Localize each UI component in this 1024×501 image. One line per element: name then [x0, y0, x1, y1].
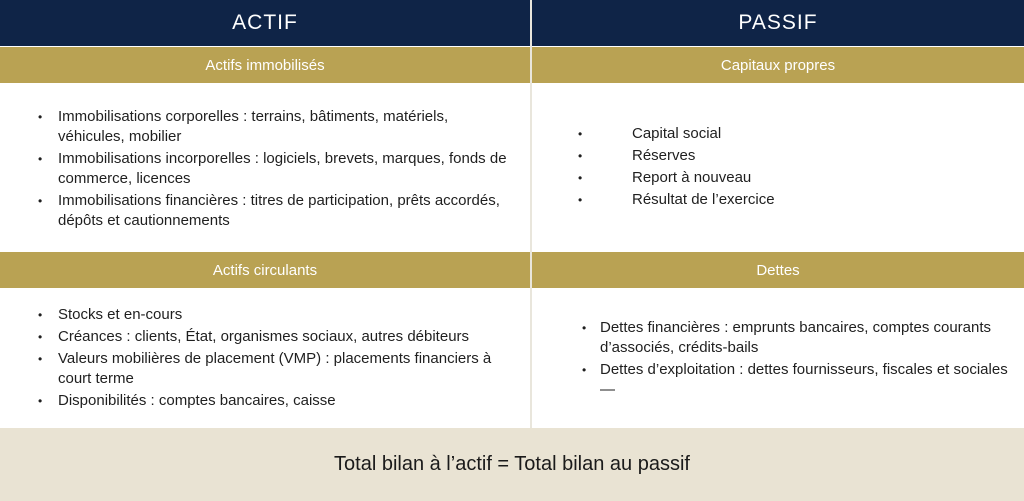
list-item: • Immobilisations incorporelles : logiciels, brevets, marques, fonds de commerce, licences — [38, 150, 507, 187]
footer-total-equation: Total bilan à l’actif = Total bilan au passif — [0, 428, 1024, 501]
bullet-icon: • — [578, 149, 583, 163]
list-item: • Immobilisations corporelles : terrains, bâtiments, matériels, véhicules, mobilier — [38, 108, 449, 145]
list-item: • Capital social — [578, 125, 722, 142]
list-item: • Dettes financières : emprunts bancaires, comptes courants d’associés, crédits-bails — [582, 319, 992, 356]
actifs-immobilises-list — [0, 107, 530, 233]
passif-column — [532, 0, 1024, 428]
passif-header: PASSIF — [532, 0, 1024, 46]
list-item: • Réserves — [578, 147, 696, 164]
section-capitaux-propres-header: Capitaux propres — [532, 47, 1024, 83]
bullet-icon: • — [578, 171, 583, 185]
section-actifs-circulants-header: Actifs circulants — [0, 252, 530, 288]
capitaux-propres-list — [532, 124, 1024, 212]
bullet-icon: • — [38, 308, 43, 322]
bullet-icon: • — [582, 321, 587, 335]
list-item: • Résultat de l’exercice — [578, 191, 775, 208]
bullet-icon: • — [38, 194, 43, 208]
list-item: • Report à nouveau — [578, 169, 752, 186]
actif-column — [0, 0, 530, 428]
list-item: • Valeurs mobilières de placement (VMP) : placements financiers à court terme — [38, 350, 492, 387]
bullet-icon: • — [38, 394, 43, 408]
section-dettes-header: Dettes — [532, 252, 1024, 288]
list-item: • Dettes d’exploitation : dettes fournisseurs, fiscales et sociales — — [582, 361, 1008, 398]
section-actifs-immobilises-header: Actifs immobilisés — [0, 47, 530, 83]
bullet-icon: • — [38, 330, 43, 344]
bullet-icon: • — [38, 152, 43, 166]
bullet-icon: • — [578, 127, 583, 141]
bullet-icon: • — [38, 352, 43, 366]
actif-header: ACTIF — [0, 0, 530, 46]
bullet-icon: • — [578, 193, 583, 207]
list-item: • Stocks et en-cours — [38, 306, 183, 323]
list-item: • Immobilisations financières : titres de participation, prêts accordés, dépôts et cautionnements — [38, 192, 500, 229]
bullet-icon: • — [582, 363, 587, 377]
bullet-icon: • — [38, 110, 43, 124]
list-item: • Créances : clients, État, organismes sociaux, autres débiteurs — [38, 328, 470, 345]
dettes-list — [532, 318, 1024, 402]
actifs-circulants-list — [0, 305, 530, 413]
list-item: • Disponibilités : comptes bancaires, caisse — [38, 392, 336, 409]
